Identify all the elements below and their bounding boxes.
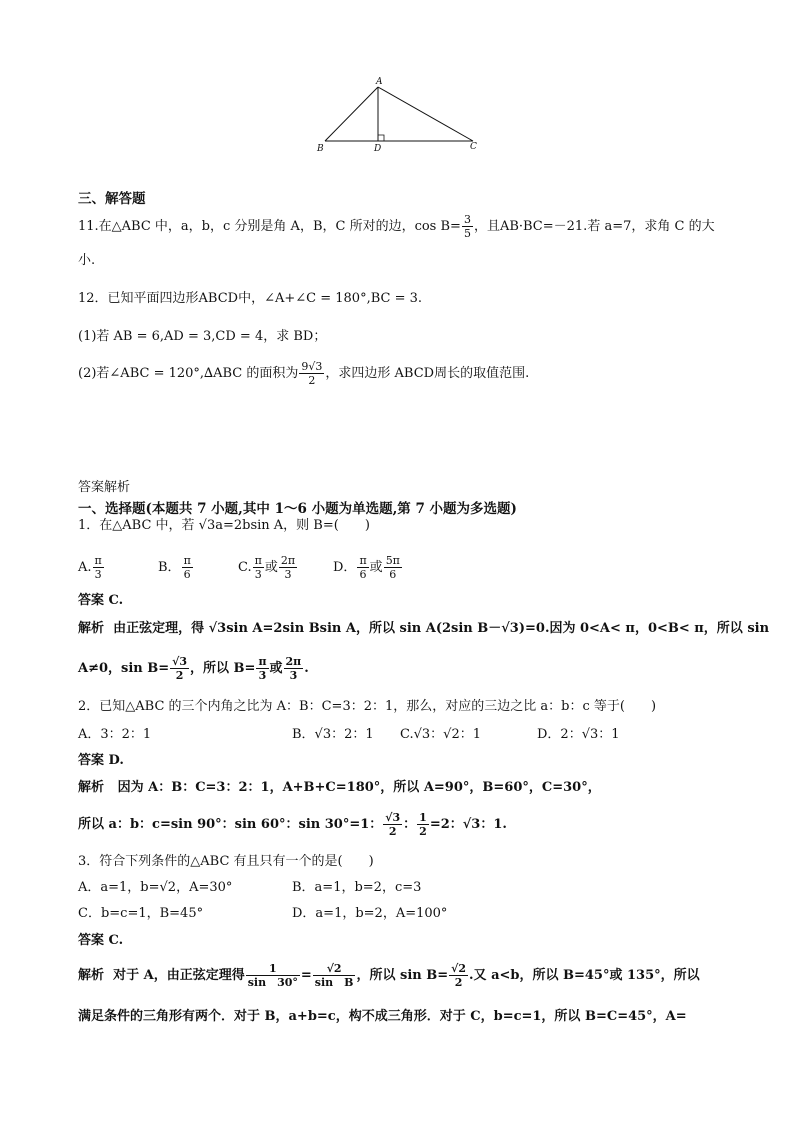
a1-exp2-b: ，所以 B= [190,661,256,676]
a1-b-den: 6 [183,568,191,581]
a1-options [78,546,718,582]
a3-exp1-f3-den: 2 [454,976,463,989]
a1-c-n2: 2π [280,554,296,567]
a2-exp2-a: 所以 a：b：c=sin 90°：sin 60°：sin 30°=1： [78,817,383,832]
answers-title: 答案解析 [78,480,131,495]
a1-option-b-label: B． [158,560,181,575]
a3-exp1-f1-num: 1 [246,962,300,976]
a1-d-n2: 5π [385,554,400,567]
a2-exp2-f2-num: 1 [419,811,427,824]
a1-option-c-label: C. [238,560,252,575]
a1-exp-text: 由正弦定理，得 √3sin A=2sin Bsin A，所以 sin A(2sin B－√3)=0.因为 0<A< π，0<B< π，所以 sin [113,621,770,636]
a1-a-num: π [94,554,102,567]
a1-d-d2: 6 [389,568,397,581]
a3-exp1-f3-num: √2 [451,962,467,975]
a3-option-c: C．b=c=1，B=45° [78,906,204,921]
q12-sub2 [78,360,529,387]
a2-exp-text: 因为 A：B：C=3：2：1，A+B+C=180°，所以 A=90°，B=60°，C=30°， [117,780,601,795]
a3-exp1-a: 对于 A，由正弦定理得 [113,968,245,983]
answers-section1: 一、选择题(本题共 7 小题,其中 1～6 小题为单选题,第 7 小题为多选题) [78,501,517,517]
triangle-figure [310,72,490,157]
q12-sub2-b: ，求四边形 ABCD周长的取值范围. [325,366,530,381]
a3-option-b: B．a=1，b=2，c=3 [292,880,422,895]
a1-c-d2: 3 [284,568,292,581]
q12-fraction [299,360,324,387]
label-a: A [376,77,383,87]
a1-c-n1: π [254,554,262,567]
q12-sub1: (1)若 AB = 6,AD = 3,CD = 4，求 BD； [78,329,327,344]
a2-exp2-f1-den: 2 [388,825,397,838]
q11-frac-den: 5 [463,227,471,240]
a1-d-or: 或 [369,560,383,575]
q12-stem: 12．已知平面四边形ABCD中，∠A+∠C = 180°,BC = 3. [78,291,423,306]
section-heading: 三、解答题 [78,191,146,207]
q11-line2: 小. [78,253,96,268]
q12-sub2-a: (2)若∠ABC = 120°,∆ABC 的面积为 [78,366,299,381]
a2-option-d: D．2：√3：1 [537,727,620,742]
a2-option-b: B．√3：2：1 [292,727,374,742]
a3-exp1-f1-den: sin 30° [247,976,298,989]
a1-exp2-f1-den: 2 [175,669,184,682]
a2-question: 2．已知△ABC 的三个内角之比为 A：B：C=3：2：1，那么，对应的三边之比 a：b：c 等于( ) [78,699,657,714]
a1-exp2-f2-den: 3 [258,669,267,682]
label-b: B [317,144,324,154]
a1-a-den: 3 [94,568,102,581]
a3-explanation-line1 [78,962,700,989]
q11-text-a: 11.在△ABC 中，a，b，c 分别是角 A，B，C 所对的边，cos B= [78,219,461,234]
a1-exp2-f1-num: √3 [172,655,188,668]
a2-explanation-line1 [78,779,601,797]
a3-exp1-c: .又 a<b，所以 B=45°或 135°，所以 [469,968,700,983]
a3-exp-label: 解析 [78,968,105,983]
q11-fraction [462,213,473,240]
a1-exp2-f2-num: π [258,655,267,668]
a1-option-b [158,554,194,581]
side-ab [325,87,378,141]
a3-exp1-eq: = [300,968,312,983]
a1-explanation-line2 [78,655,309,682]
a1-explanation-line1 [78,620,769,638]
a1-question: 1．在△ABC 中，若 √3a=2bsin A，则 B=( ) [78,518,370,533]
a2-exp2-b: =2：√3：1. [429,817,507,832]
a3-exp1-b: ，所以 sin B= [356,968,449,983]
a2-option-c: C.√3：√2：1 [400,727,481,742]
a2-option-a: A．3：2：1 [78,727,152,742]
a2-explanation-line2 [78,811,507,838]
q12-frac-den: 2 [308,374,316,387]
right-angle-mark [378,135,384,141]
label-c: C [470,142,477,152]
q11-frac-num: 3 [463,213,471,226]
a3-explanation-line2: 满足条件的三角形有两个．对于 B，a+b=c，构不成三角形．对于 C，b=c=1，所以 B=C=45°，A= [78,1009,687,1024]
q12-frac-num: 9√3 [301,360,323,373]
a3-option-a: A．a=1，b=√2，A=30° [78,880,233,895]
a2-answer: 答案 D. [78,753,124,768]
a1-exp2-or: 或 [269,661,283,676]
a1-c-d1: 3 [254,568,262,581]
a3-answer: 答案 C. [78,933,124,948]
label-d: D [374,144,382,154]
a2-exp-label: 解析 [78,780,105,795]
a1-option-a [78,554,105,581]
a1-exp2-end: . [304,661,309,676]
a1-exp2-a: A≠0，sin B= [78,661,170,676]
a1-exp2-f3-num: 2π [285,655,302,668]
a1-b-num: π [183,554,191,567]
a1-option-c [238,554,298,581]
a2-exp2-colon: ： [403,817,417,832]
a3-exp1-f2-den: sin B [314,976,354,989]
a3-question: 3．符合下列条件的△ABC 有且只有一个的是( ) [78,854,374,869]
a1-option-d [333,554,403,581]
a1-c-or: 或 [264,560,278,575]
a1-answer: 答案 C. [78,593,124,608]
a1-option-d-label: D． [333,560,357,575]
a3-exp1-f2-num: √2 [313,962,356,976]
side-ac [378,87,473,141]
q11-text-b: ，且AB·BC=－21.若 a=7，求角 C 的大 [473,219,715,234]
q11-line1 [78,213,715,240]
a1-d-d1: 6 [359,568,367,581]
a3-option-d: D．a=1，b=2，A=100° [292,906,448,921]
a2-exp2-f2-den: 2 [419,825,427,838]
a1-option-a-label: A. [78,560,92,575]
a1-exp2-f3-den: 3 [289,669,298,682]
a1-exp-label: 解析 [78,621,105,636]
a2-exp2-f1-num: √3 [385,811,401,824]
a1-d-n1: π [359,554,367,567]
